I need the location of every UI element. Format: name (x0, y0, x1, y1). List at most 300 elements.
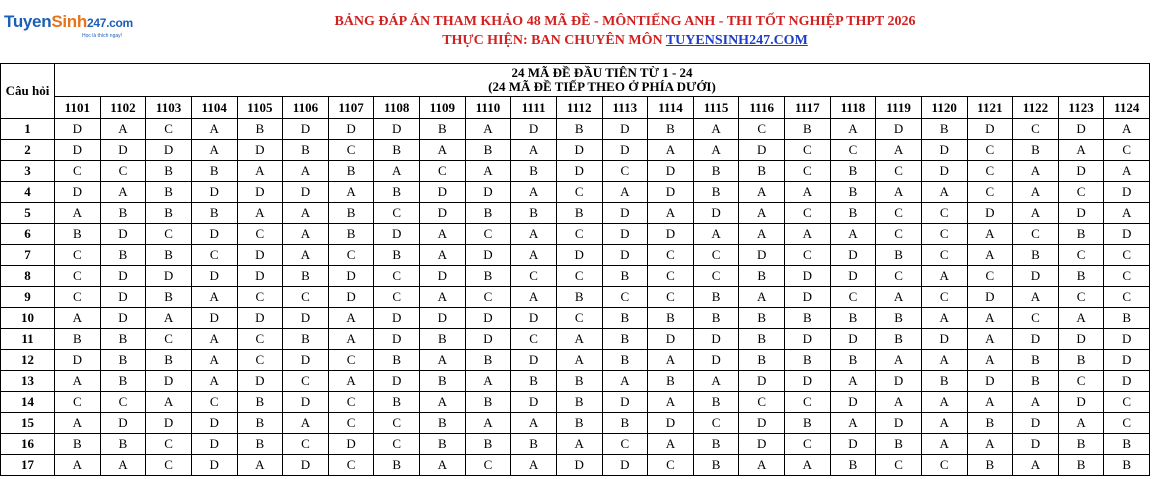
answer-cell: B (1013, 350, 1059, 371)
answer-cell: A (830, 371, 876, 392)
answer-cell: D (55, 119, 101, 140)
answer-cell: B (830, 203, 876, 224)
question-number: 15 (1, 413, 55, 434)
answer-cell: B (1013, 245, 1059, 266)
answer-cell: D (374, 371, 420, 392)
answer-cell: B (739, 266, 785, 287)
answer-cell: C (146, 224, 192, 245)
answer-cell: B (830, 161, 876, 182)
answer-cell: A (511, 245, 557, 266)
answer-cell: B (420, 329, 466, 350)
answer-cell: B (1013, 140, 1059, 161)
answer-cell: D (693, 329, 739, 350)
answer-cell: C (876, 455, 922, 476)
answer-cell: C (146, 434, 192, 455)
answer-cell: D (556, 140, 602, 161)
answer-cell: C (191, 392, 237, 413)
answer-cell: A (921, 350, 967, 371)
answer-cell: A (420, 287, 466, 308)
answer-cell: B (100, 203, 146, 224)
answer-cell: D (237, 182, 283, 203)
answer-cell: A (191, 287, 237, 308)
answer-cell: C (146, 455, 192, 476)
answer-cell: B (511, 434, 557, 455)
answer-cell: A (328, 371, 374, 392)
table-row (1, 119, 1150, 140)
answer-cell: D (1058, 203, 1104, 224)
answer-cell: D (146, 413, 192, 434)
answer-cell: C (374, 266, 420, 287)
answer-cell: B (556, 392, 602, 413)
answer-cell: C (1058, 245, 1104, 266)
answer-cell: C (328, 413, 374, 434)
exam-code-header: 1111 (511, 97, 557, 119)
answer-cell: A (967, 245, 1013, 266)
question-column-header: Câu hỏi (1, 64, 55, 119)
answer-cell: D (648, 182, 694, 203)
answer-cell: C (876, 203, 922, 224)
answer-cell: B (739, 161, 785, 182)
answer-cell: B (283, 329, 329, 350)
answer-cell: D (328, 266, 374, 287)
answer-cell: D (328, 434, 374, 455)
answer-cell: A (648, 434, 694, 455)
question-number: 3 (1, 161, 55, 182)
answer-cell: C (1104, 287, 1150, 308)
answer-cell: A (693, 371, 739, 392)
answer-cell: A (556, 350, 602, 371)
answer-cell: A (967, 224, 1013, 245)
answer-cell: B (648, 119, 694, 140)
answer-cell: C (146, 119, 192, 140)
answer-cell: D (830, 245, 876, 266)
answer-cell: B (693, 434, 739, 455)
answer-cell: C (191, 245, 237, 266)
question-number: 1 (1, 119, 55, 140)
answer-cell: A (739, 203, 785, 224)
answer-cell: D (465, 245, 511, 266)
answer-cell: D (465, 308, 511, 329)
answer-cell: C (693, 245, 739, 266)
answer-cell: B (785, 119, 831, 140)
answer-cell: D (283, 392, 329, 413)
exam-code-header: 1103 (146, 97, 192, 119)
answer-cell: B (785, 413, 831, 434)
answer-cell: C (100, 161, 146, 182)
answer-cell: B (465, 266, 511, 287)
answer-cell: B (739, 350, 785, 371)
page-title (200, 12, 1050, 50)
answer-cell: D (511, 308, 557, 329)
answer-cell: B (830, 308, 876, 329)
answer-cell: C (648, 245, 694, 266)
answer-cell: D (602, 140, 648, 161)
question-number: 8 (1, 266, 55, 287)
answer-cell: A (785, 455, 831, 476)
question-number: 5 (1, 203, 55, 224)
answer-cell: D (283, 350, 329, 371)
table-row (1, 434, 1150, 455)
answer-cell: A (967, 308, 1013, 329)
answer-cell: C (1104, 413, 1150, 434)
table-row (1, 392, 1150, 413)
answer-cell: D (465, 329, 511, 350)
answer-cell: B (602, 329, 648, 350)
answer-cell: C (146, 329, 192, 350)
answer-cell: C (785, 203, 831, 224)
answer-cell: B (739, 329, 785, 350)
answer-cell: C (693, 266, 739, 287)
answer-cell: C (876, 224, 922, 245)
answer-cell: B (876, 329, 922, 350)
answer-cell: C (602, 161, 648, 182)
answer-cell: B (921, 371, 967, 392)
answer-cell: D (465, 182, 511, 203)
answer-cell: C (648, 266, 694, 287)
answer-rows (1, 119, 1150, 476)
answer-cell: C (967, 140, 1013, 161)
answer-cell: C (876, 161, 922, 182)
answer-table (0, 63, 1150, 476)
answer-cell: D (739, 434, 785, 455)
exam-code-header: 1124 (1104, 97, 1150, 119)
answer-cell: B (100, 245, 146, 266)
table-row (1, 140, 1150, 161)
answer-cell: D (693, 203, 739, 224)
answer-cell: B (328, 203, 374, 224)
answer-cell: A (921, 308, 967, 329)
answer-cell: A (420, 245, 466, 266)
answer-cell: B (237, 413, 283, 434)
answer-cell: B (602, 308, 648, 329)
answer-cell: A (237, 161, 283, 182)
answer-cell: C (55, 287, 101, 308)
answer-cell: A (420, 455, 466, 476)
answer-cell: C (876, 266, 922, 287)
answer-cell: A (283, 413, 329, 434)
answer-cell: C (374, 413, 420, 434)
answer-cell: D (237, 266, 283, 287)
answer-cell: A (465, 161, 511, 182)
exam-code-header: 1115 (693, 97, 739, 119)
answer-cell: C (556, 224, 602, 245)
answer-cell: D (146, 371, 192, 392)
exam-code-header: 1119 (876, 97, 922, 119)
answer-cell: D (967, 119, 1013, 140)
question-number: 16 (1, 434, 55, 455)
answer-cell: A (465, 119, 511, 140)
table-row (1, 287, 1150, 308)
answer-cell: B (830, 350, 876, 371)
answer-cell: D (374, 224, 420, 245)
answer-cell: B (876, 245, 922, 266)
answer-cell: A (511, 224, 557, 245)
answer-cell: A (191, 371, 237, 392)
answer-cell: D (785, 266, 831, 287)
answer-cell: B (191, 203, 237, 224)
answer-cell: A (693, 119, 739, 140)
answer-cell: A (511, 182, 557, 203)
answer-cell: D (374, 329, 420, 350)
answer-cell: C (237, 350, 283, 371)
answer-cell: C (374, 203, 420, 224)
answer-cell: B (602, 350, 648, 371)
answer-cell: A (876, 350, 922, 371)
answer-cell: D (420, 182, 466, 203)
answer-cell: B (556, 413, 602, 434)
answer-cell: B (648, 371, 694, 392)
answer-cell: B (465, 392, 511, 413)
answer-cell: A (921, 182, 967, 203)
answer-cell: A (420, 392, 466, 413)
answer-cell: A (1104, 119, 1150, 140)
answer-cell: D (1013, 329, 1059, 350)
answer-cell: A (374, 161, 420, 182)
answer-cell: A (830, 119, 876, 140)
title-line-2: THỰC HIỆN: BAN CHUYÊN MÔN TUYENSINH247.COM (442, 33, 808, 48)
answer-cell: C (648, 287, 694, 308)
answer-cell: B (967, 455, 1013, 476)
answer-cell: A (283, 224, 329, 245)
answer-cell: A (511, 287, 557, 308)
question-number: 14 (1, 392, 55, 413)
answer-cell: D (602, 245, 648, 266)
answer-cell: C (374, 434, 420, 455)
answer-cell: A (237, 203, 283, 224)
answer-cell: D (830, 329, 876, 350)
logo-wordmark: TuyenSinh247.com (4, 12, 133, 31)
answer-cell: B (830, 182, 876, 203)
question-number: 2 (1, 140, 55, 161)
answer-cell: D (830, 266, 876, 287)
answer-cell: B (465, 203, 511, 224)
answer-cell: D (785, 287, 831, 308)
answer-cell: A (328, 329, 374, 350)
answer-cell: A (511, 140, 557, 161)
answer-cell: A (1058, 308, 1104, 329)
question-number: 6 (1, 224, 55, 245)
answer-cell: D (648, 224, 694, 245)
answer-cell: C (556, 266, 602, 287)
answer-cell: A (191, 119, 237, 140)
answer-cell: D (146, 266, 192, 287)
answer-cell: D (191, 434, 237, 455)
question-number: 17 (1, 455, 55, 476)
answer-cell: A (100, 455, 146, 476)
answer-cell: B (420, 413, 466, 434)
answer-cell: A (1013, 455, 1059, 476)
tuyensinh247-link[interactable]: TUYENSINH247.COM (665, 33, 808, 48)
answer-cell: B (1058, 266, 1104, 287)
answer-cell: A (648, 140, 694, 161)
answer-cell: D (1013, 266, 1059, 287)
answer-cell: A (967, 392, 1013, 413)
answer-cell: A (785, 182, 831, 203)
answer-cell: C (967, 182, 1013, 203)
exam-code-header: 1117 (785, 97, 831, 119)
answer-cell: C (100, 392, 146, 413)
page-header (0, 0, 1152, 60)
answer-cell: D (967, 203, 1013, 224)
group-header: 24 MÃ ĐỀ ĐẦU TIÊN TỪ 1 - 24 (24 MÃ ĐỀ TIẾP THEO Ở PHÍA DƯỚI) (55, 64, 1150, 97)
answer-cell: B (374, 182, 420, 203)
answer-cell: C (1104, 140, 1150, 161)
answer-cell: D (1058, 119, 1104, 140)
answer-cell: C (602, 287, 648, 308)
table-row (1, 224, 1150, 245)
answer-cell: A (55, 455, 101, 476)
exam-code-header: 1112 (556, 97, 602, 119)
answer-cell: B (237, 119, 283, 140)
answer-cell: D (283, 119, 329, 140)
answer-cell: A (648, 392, 694, 413)
answer-cell: A (1058, 140, 1104, 161)
answer-cell: B (191, 161, 237, 182)
answer-cell: C (1104, 245, 1150, 266)
answer-cell: A (967, 329, 1013, 350)
answer-cell: A (830, 413, 876, 434)
answer-cell: B (283, 266, 329, 287)
answer-cell: D (1104, 329, 1150, 350)
answer-cell: D (1058, 161, 1104, 182)
answer-cell: C (921, 455, 967, 476)
answer-cell: B (876, 308, 922, 329)
answer-cell: A (876, 287, 922, 308)
answer-cell: B (374, 392, 420, 413)
answer-cell: C (55, 161, 101, 182)
answer-cell: B (693, 455, 739, 476)
answer-cell: D (420, 266, 466, 287)
question-number: 12 (1, 350, 55, 371)
answer-cell: A (1058, 413, 1104, 434)
exam-code-header: 1109 (420, 97, 466, 119)
answer-cell: D (100, 224, 146, 245)
answer-cell: D (191, 455, 237, 476)
answer-cell: D (511, 119, 557, 140)
answer-cell: D (420, 203, 466, 224)
answer-cell: A (921, 266, 967, 287)
answer-cell: A (648, 350, 694, 371)
question-number: 9 (1, 287, 55, 308)
answer-cell: D (328, 287, 374, 308)
answer-cell: D (283, 455, 329, 476)
answer-cell: A (739, 182, 785, 203)
exam-code-header: 1122 (1013, 97, 1059, 119)
answer-cell: B (100, 329, 146, 350)
tuyensinh247-logo[interactable] (4, 12, 144, 44)
answer-cell: B (556, 287, 602, 308)
answer-cell: A (511, 413, 557, 434)
answer-cell: A (328, 182, 374, 203)
answer-cell: B (1104, 455, 1150, 476)
answer-cell: B (374, 245, 420, 266)
answer-cell: B (374, 350, 420, 371)
answer-cell: B (511, 371, 557, 392)
answer-cell: C (283, 287, 329, 308)
answer-cell: D (55, 140, 101, 161)
exam-code-row (1, 97, 1150, 119)
answer-cell: D (237, 140, 283, 161)
answer-cell: D (100, 308, 146, 329)
answer-cell: B (465, 434, 511, 455)
answer-cell: A (55, 413, 101, 434)
answer-cell: D (876, 371, 922, 392)
answer-cell: B (967, 413, 1013, 434)
answer-cell: D (1058, 392, 1104, 413)
table-row (1, 266, 1150, 287)
answer-cell: B (420, 434, 466, 455)
answer-cell: D (876, 119, 922, 140)
answer-cell: D (191, 182, 237, 203)
answer-cell: C (785, 140, 831, 161)
answer-cell: B (1058, 434, 1104, 455)
answer-cell: C (283, 371, 329, 392)
answer-cell: C (465, 287, 511, 308)
answer-cell: C (55, 392, 101, 413)
answer-cell: B (146, 203, 192, 224)
question-number: 7 (1, 245, 55, 266)
table-row (1, 413, 1150, 434)
answer-cell: A (191, 329, 237, 350)
answer-cell: A (921, 434, 967, 455)
answer-cell: C (921, 224, 967, 245)
answer-cell: C (465, 455, 511, 476)
answer-cell: C (739, 392, 785, 413)
answer-cell: C (1104, 392, 1150, 413)
answer-cell: C (237, 224, 283, 245)
answer-cell: D (921, 329, 967, 350)
answer-cell: B (602, 266, 648, 287)
answer-cell: D (556, 455, 602, 476)
answer-cell: B (420, 119, 466, 140)
answer-cell: B (328, 161, 374, 182)
answer-cell: B (693, 287, 739, 308)
answer-cell: C (1104, 266, 1150, 287)
answer-cell: A (100, 119, 146, 140)
answer-cell: B (328, 224, 374, 245)
answer-cell: A (921, 392, 967, 413)
answer-cell: C (602, 434, 648, 455)
answer-cell: D (602, 119, 648, 140)
answer-cell: B (100, 350, 146, 371)
answer-cell: C (648, 455, 694, 476)
answer-cell: D (100, 413, 146, 434)
answer-cell: A (967, 434, 1013, 455)
answer-cell: D (739, 245, 785, 266)
answer-cell: D (511, 350, 557, 371)
answer-cell: D (283, 308, 329, 329)
exam-code-header: 1116 (739, 97, 785, 119)
table-row (1, 182, 1150, 203)
answer-cell: D (921, 161, 967, 182)
answer-cell: D (191, 413, 237, 434)
answer-cell: B (1013, 371, 1059, 392)
answer-cell: B (648, 308, 694, 329)
answer-cell: B (876, 434, 922, 455)
answer-cell: B (146, 350, 192, 371)
table-row (1, 161, 1150, 182)
answer-cell: C (465, 224, 511, 245)
answer-cell: B (511, 203, 557, 224)
answer-cell: C (556, 308, 602, 329)
answer-cell: B (55, 434, 101, 455)
answer-cell: A (465, 413, 511, 434)
answer-cell: C (1058, 371, 1104, 392)
answer-cell: C (739, 119, 785, 140)
answer-cell: B (146, 245, 192, 266)
answer-cell: A (283, 203, 329, 224)
answer-cell: C (830, 287, 876, 308)
